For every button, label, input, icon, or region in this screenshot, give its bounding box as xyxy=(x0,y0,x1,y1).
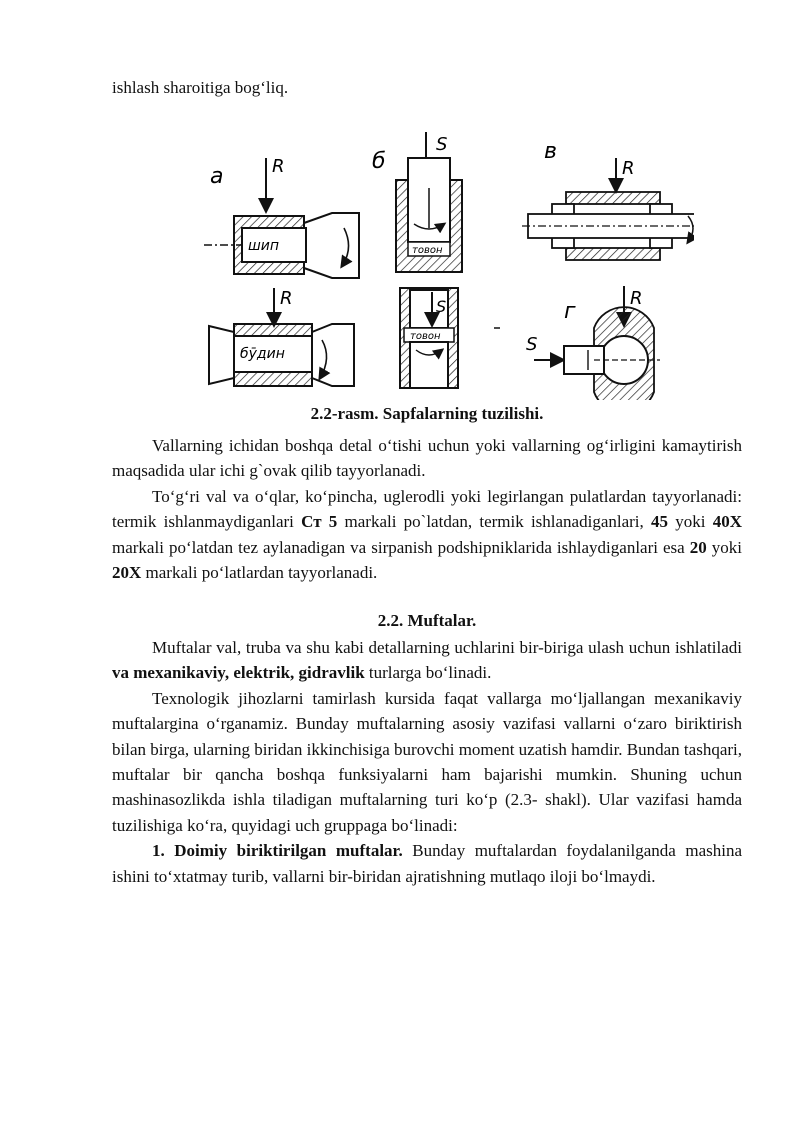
label-bodin: бӯдин xyxy=(240,346,285,362)
section-heading: 2.2. Muftalar. xyxy=(377,611,477,630)
fig-part-a2 xyxy=(209,288,354,386)
p5-bold-1: 1. Doimiy biriktirilgan muftalar. xyxy=(152,841,403,861)
p3-text-1: Muftalar val, truba va shu kabi detallarning uchlarini bir-biriga ulash uchun ishlatiladi xyxy=(152,638,742,657)
label-r2: R xyxy=(280,288,293,309)
fig-part-b2 xyxy=(400,288,500,388)
p2-bold-4: 20 xyxy=(689,537,707,557)
paragraph-2 xyxy=(112,484,742,586)
fig-part-v xyxy=(522,139,694,260)
fig-part-g xyxy=(526,286,660,400)
p2-text-5: yoki xyxy=(706,537,742,557)
sapfa-figure xyxy=(204,128,694,400)
label-g: г xyxy=(564,299,576,324)
lead-text: ishlash sharoitiga bog‘liq. xyxy=(112,78,289,97)
label-tovon2: товон xyxy=(410,331,441,342)
label-r1: R xyxy=(272,156,285,177)
p2-text-2: markali po`latdan, termik ishlanadiganlari, xyxy=(337,512,652,532)
label-s2: S xyxy=(436,297,447,316)
label-v: в xyxy=(544,139,557,164)
text-block-2 xyxy=(112,635,742,889)
paragraph-3 xyxy=(112,635,742,686)
p2-bold-3: 40Х xyxy=(712,512,742,532)
p3-bold-1: va mexanikaviy, elektrik, gidravlik xyxy=(112,663,365,683)
fig-part-b xyxy=(372,132,462,272)
lower-body-b2 xyxy=(410,342,448,388)
p2-bold-1: Ст 5 xyxy=(301,512,338,532)
rotation-a2 xyxy=(320,340,327,378)
figure-caption: 2.2-rasm. Sapfalarning tuzilishi. xyxy=(310,404,544,423)
p2-text-6: markali po‘latlardan tayyorlanadi. xyxy=(141,563,378,583)
label-s1: S xyxy=(436,134,448,155)
p5-text-1: Bunday muftalardan foydalanilganda mashina ishini to‘xtatmay turib, vallarni bir-biridan ajratishning mutlaqo iloji bo‘lmaydi. xyxy=(112,841,743,886)
paragraph-5 xyxy=(112,838,742,889)
p2-text-3: yoki xyxy=(668,512,713,532)
label-b: б xyxy=(372,149,386,174)
shaft-a xyxy=(304,213,359,278)
p2-text-4: markali po‘latdan tez aylanadigan va sirpanish podshipniklarida ishlaydiganlari esa xyxy=(112,537,690,557)
paragraph-4: Texnologik jihozlarni tamirlash kursida faqat vallarga mo‘ljallangan mexanikaviy muftalargina o‘rganamiz. Bunday muftalarning asosiy vazifasi vallarni o‘zaro biriktirish bilan birga, ularning biridan ikkinchisiga burovchi moment uzatish hamdir. Bundan tashqari, muftalar bir qancha boshqa funksiyalarni ham bajarishi mumkin. Shuning uchun mashinasozlikda ishla tiladigan muftalarning turi ko‘p (2.3- shakl). Ular vazifasi hamda tuzilishiga ko‘ra, quyidagi uch gruppaga bo‘linadi: xyxy=(112,688,742,835)
p2-bold-5: 20Х xyxy=(112,563,142,583)
p3-text-2: turlarga bo‘linadi. xyxy=(364,663,492,683)
label-r3: R xyxy=(622,158,635,179)
label-s3: S xyxy=(526,334,538,355)
p2-bold-2: 45 xyxy=(651,512,669,532)
rotation-a xyxy=(342,228,349,266)
fig-part-a xyxy=(204,156,359,278)
label-a: а xyxy=(210,164,224,189)
shaft-right-a2 xyxy=(312,324,354,386)
text-block-1 xyxy=(112,433,742,585)
label-tovon1: товон xyxy=(412,245,443,256)
label-r4: R xyxy=(630,288,643,309)
housing-v-top xyxy=(566,192,660,204)
p2-text-1: To‘g‘ri val va o‘qlar, ko‘pincha, uglerodli yoki legirlangan pulatlardan tayyorlanadi: termik ishlanmaydiganlari xyxy=(112,486,742,532)
housing-v-bottom xyxy=(566,248,660,260)
shaft-left-a2 xyxy=(209,326,234,384)
paragraph-1: Vallarning ichidan boshqa detal o‘tishi uchun yoki vallarning og‘irligini kamaytirish maqsadida ular ichi g`ovak qilib tayyorlanadi. xyxy=(112,436,742,481)
label-ship: шип xyxy=(248,238,280,254)
